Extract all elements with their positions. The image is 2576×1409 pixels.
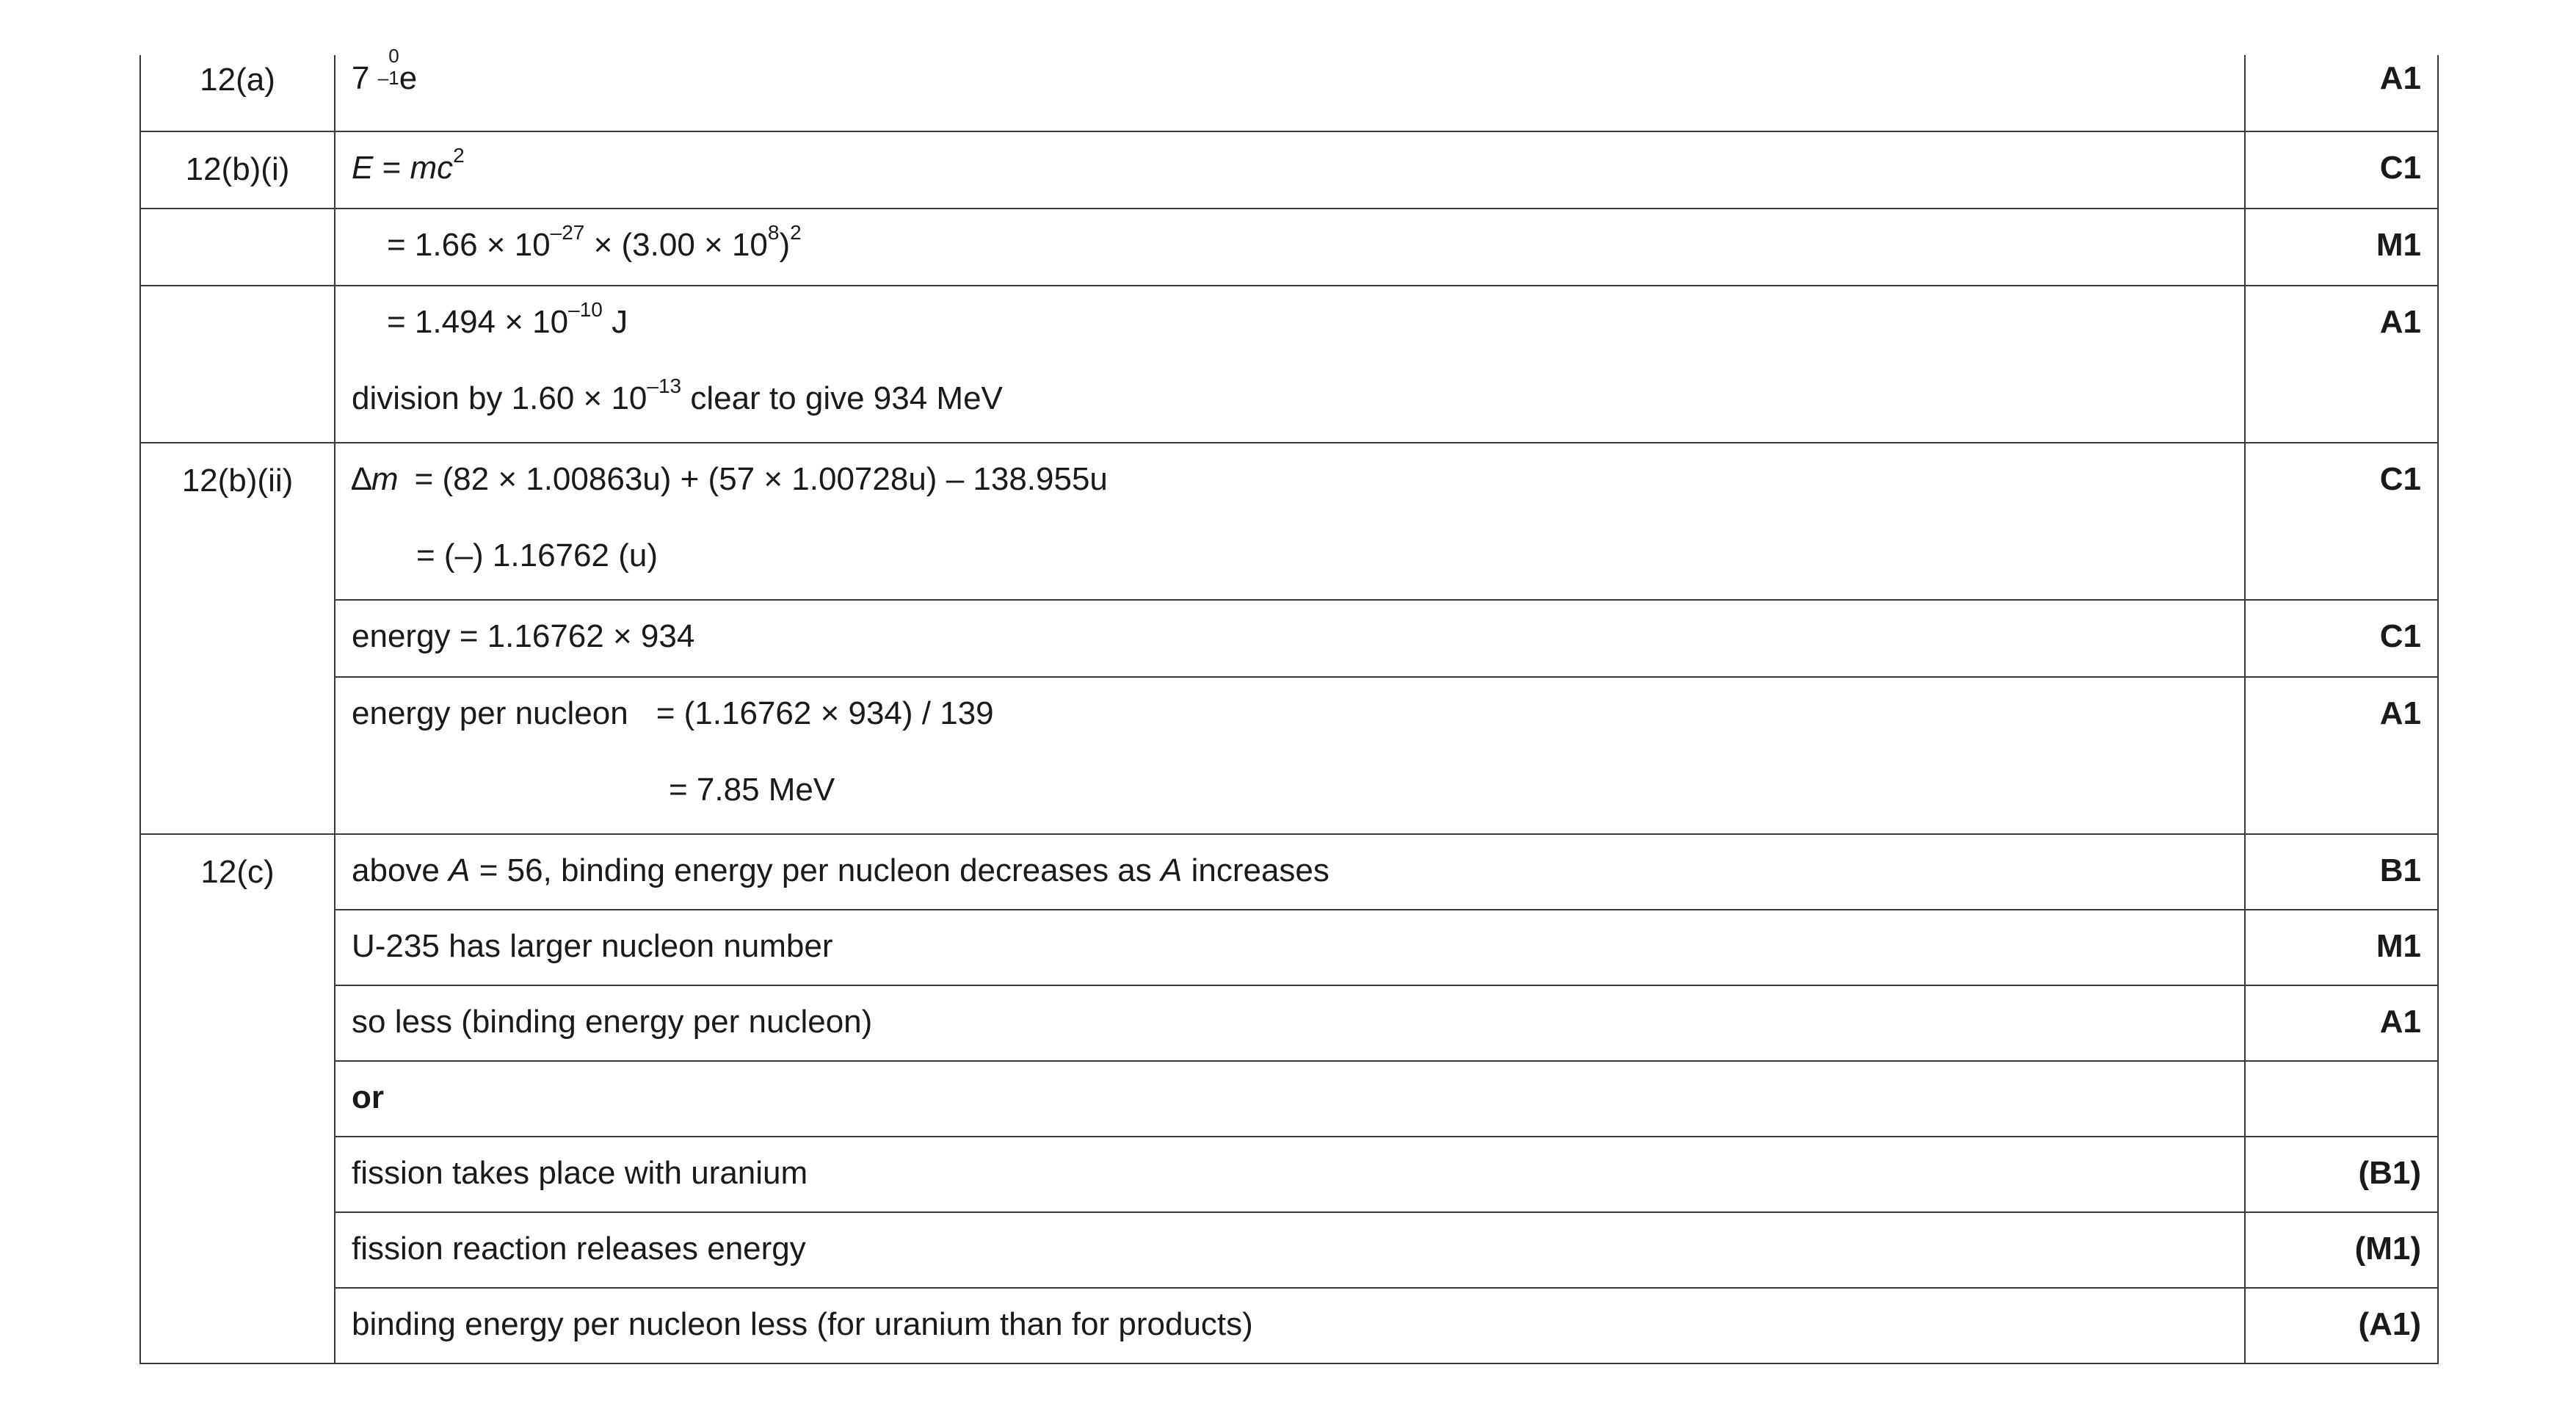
answer-cell	[335, 443, 2245, 600]
answer-cell	[335, 131, 2245, 209]
question-number-cell	[140, 443, 335, 834]
answer-text: fission reaction releases energy	[352, 1231, 806, 1267]
question-number-cell	[140, 286, 335, 443]
table-row	[140, 55, 2438, 131]
mark-code: A1	[2379, 304, 2421, 340]
table-row	[140, 1137, 2438, 1212]
marks-cell	[2245, 985, 2438, 1061]
table-row	[140, 1212, 2438, 1288]
marks-cell	[2245, 600, 2438, 677]
answer-text: = 7.85 MeV	[669, 772, 835, 808]
answer-cell	[335, 910, 2245, 985]
marks-cell	[2245, 1137, 2438, 1212]
answer-cell	[335, 1288, 2245, 1363]
marks-cell	[2245, 1288, 2438, 1363]
answer-text: = (–) 1.16762 (u)	[416, 537, 658, 573]
table-row	[140, 1061, 2438, 1137]
answer-text: binding energy per nucleon less (for uranium than for products)	[352, 1306, 1253, 1342]
answer-cell	[335, 677, 2245, 834]
question-number-cell	[140, 209, 335, 286]
question-number: 12(c)	[200, 854, 275, 890]
answer-cell	[335, 985, 2245, 1061]
table-row	[140, 910, 2438, 985]
answer-text: U-235 has larger nucleon number	[352, 928, 833, 964]
answer-text: fission takes place with uranium	[352, 1155, 808, 1191]
answer-text: = $1.66 \times 10^{-27} \times (3.00 \times 10^8)^2$	[387, 221, 802, 263]
answer-cell	[335, 286, 2245, 443]
table-row	[140, 600, 2438, 677]
table-row	[140, 131, 2438, 209]
table-row	[140, 209, 2438, 286]
question-number-cell	[140, 131, 335, 209]
answer-cell	[335, 600, 2245, 677]
mark-code: C1	[2379, 618, 2421, 654]
marks-cell	[2245, 209, 2438, 286]
marks-cell	[2245, 834, 2438, 910]
answer-cell	[335, 1212, 2245, 1288]
table-row	[140, 443, 2438, 600]
answer-text: so less (binding energy per nucleon)	[352, 1004, 873, 1040]
table-row	[140, 834, 2438, 910]
table-row	[140, 677, 2438, 834]
table-row	[140, 1288, 2438, 1363]
marks-cell	[2245, 286, 2438, 443]
answer-text: energy = 1.16762 × 934	[352, 618, 695, 654]
mark-code: A1	[2379, 695, 2421, 731]
marks-cell	[2245, 677, 2438, 834]
question-number: 12(b)(i)	[185, 151, 290, 187]
answer-text: 7 0 –1 e	[352, 45, 418, 96]
mark-code: M1	[2376, 227, 2421, 263]
table-row	[140, 286, 2438, 443]
mark-code: C1	[2379, 150, 2421, 186]
nuclide-notation: 0 –1	[377, 45, 399, 89]
question-number: 12(a)	[200, 62, 275, 98]
answer-cell	[335, 45, 2245, 131]
answer-cell	[335, 1061, 2245, 1137]
answer-text: division by $1.60 \times 10^{-13}$ clear to give 934 MeV	[352, 374, 1003, 416]
marks-cell	[2245, 1212, 2438, 1288]
marks-cell	[2245, 131, 2438, 209]
question-number: 12(b)(ii)	[181, 463, 294, 499]
answer-text: = $1.494 \times 10^{-10}$ J	[387, 298, 628, 340]
mark-code: (B1)	[2358, 1155, 2421, 1191]
answer-cell	[335, 834, 2245, 910]
marks-cell	[2245, 55, 2438, 131]
mark-code: (A1)	[2358, 1306, 2421, 1342]
mark-code: (M1)	[2354, 1231, 2421, 1267]
mark-code: A1	[2379, 60, 2421, 96]
answer-cell	[335, 1137, 2245, 1212]
mark-code: M1	[2376, 928, 2421, 964]
question-number-cell	[140, 834, 335, 1363]
mark-scheme-table	[139, 45, 2439, 1364]
mark-code: C1	[2379, 461, 2421, 497]
mark-code: A1	[2379, 1004, 2421, 1040]
question-number-cell	[140, 55, 335, 131]
marks-cell	[2245, 443, 2438, 600]
answer-cell	[335, 209, 2245, 286]
answer-text: $E = mc^2$	[352, 144, 465, 186]
marks-cell	[2245, 1061, 2438, 1137]
table-row	[140, 985, 2438, 1061]
answer-text: ∆m = (82 × 1.00863u) + (57 × 1.00728u) – 138.955u	[352, 461, 1108, 497]
answer-text: above A = 56, binding energy per nucleon decreases as A increases	[352, 852, 1329, 888]
alternative-separator: or	[352, 1079, 384, 1115]
answer-text: energy per nucleon = (1.16762 × 934) / 139	[352, 695, 994, 731]
mark-code: B1	[2379, 852, 2421, 888]
marks-cell	[2245, 910, 2438, 985]
